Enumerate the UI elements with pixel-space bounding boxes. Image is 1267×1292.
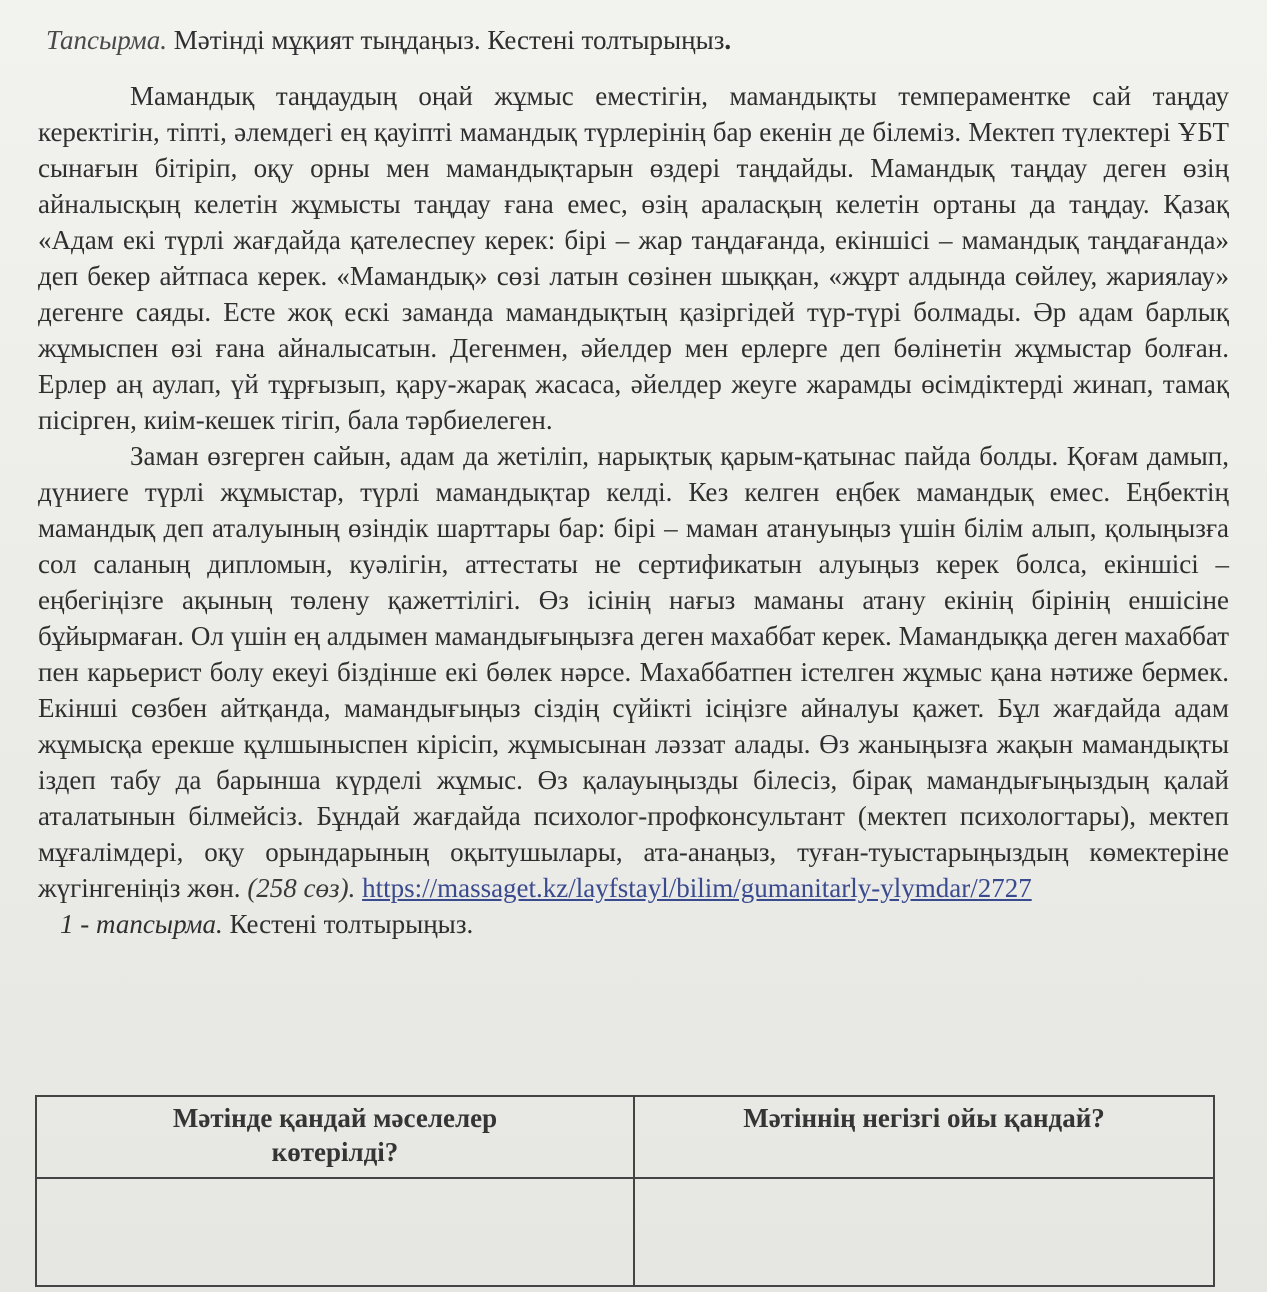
reading-text xyxy=(38,78,1229,906)
task-1-instruction: Кестені толтырыңыз. xyxy=(229,909,474,939)
task-1-label: 1 - тапсырма. xyxy=(60,909,223,939)
text-paragraph-1: Мамандық таңдаудың оңай жұмыс еместігін, мамандықты темпераментке сай таңдау керектігін, тіпті, әлемдегі ең қауіпті мамандық түрлерінің бар екенін де білеміз. Мектеп түлектері ҰБТ сынағын бітіріп, оқу орны мен мамандықтарын өздері таңдайды. Мамандық таңдау деген өзің айналысқың келетін жұмысты таңдау ғана емес, өзің араласқың келетін ортаны да таңдау. Қазақ «Адам екі түрлі жағдайда қателеспеу керек: бірі – жар таңдағанда, екіншісі – мамандық таңдағанда» деп бекер айтпаса керек. «Мамандық» сөзі латын сөзінен шыққан, «жұрт алдында сөйлеу, жариялау» дегенге саяды. Есте жоқ ескі заманда мамандықтың қазіргідей түр-түрі болмады. Әр адам барлық жұмыспен өзі ғана айналысатын. Дегенмен, әйелдер мен ерлерге деп бөлінетін жұмыстар болған. Ерлер аң аулап, үй тұрғызып, қару-жарақ жасаса, әйелдер жеуге жарамды өсімдіктерді жинап, тамақ пісірген, киім-кешек тігіп, бала тәрбиелеген. xyxy=(38,81,1229,435)
column-header-issues-text: Мәтінде қандай мәселелер көтерілді? xyxy=(172,1103,498,1167)
task-label: Тапсырма. xyxy=(46,25,167,55)
source-link[interactable]: https://massaget.kz/layfstayl/bilim/gumanitarly-ylymdar/2727 xyxy=(362,873,1032,903)
answer-cell-main-idea[interactable] xyxy=(634,1178,1214,1286)
text-paragraph-2 xyxy=(38,438,1229,906)
word-count: (258 сөз). xyxy=(247,873,356,903)
task-instruction: Мәтінді мұқият тыңдаңыз. Кестені толтырыңыз xyxy=(173,25,725,55)
answer-table xyxy=(35,1095,1215,1287)
table-header-row xyxy=(36,1096,1214,1178)
table-row xyxy=(36,1178,1214,1286)
column-header-main-idea-text: Мәтіннің негізгі ойы қандай? xyxy=(743,1103,1105,1133)
task-instruction-dot: . xyxy=(724,25,732,55)
text-paragraph-2-body: Заман өзгерген сайын, адам да жетіліп, нарықтық қарым-қатынас пайда болды. Қоғам дамып, дүниеге түрлі жұмыстар, түрлі мамандықтар келді. Кез келген еңбек мамандық емес. Еңбектің мамандық деп аталуының өзіндік шарттары бар: бірі – маман атануыңыз үшін білім алып, қолыңызға сол саланың дипломын, куәлігін, аттестаты не сертификатын алуыңыз керек болса, екіншісі – еңбегіңізге ақының төлену қажеттілігі. Өз ісінің нағыз маманы атану екінің бірінің еншісіне бұйырмаған. Ол үшін ең алдымен мамандығыңызға деген махаббат керек. Мамандыққа деген махаббат пен карьерист болу екеуі біздінше екі бөлек нәрсе. Махаббатпен істелген жұмыс қана нәтиже бермек. Екінші сөзбен айтқанда, мамандығыңыз сіздің сүйікті ісіңізге айналуы қажет. Бұл жағдайда адам жұмысқа ерекше құлшыныспен кірісіп, жұмысынан ләззат алады. Өз жаныңызға жақын мамандықты іздеп табу да барынша күрделі жұмыс. Өз қалауыңызды білесіз, бірақ мамандығыңыздың қалай аталатынын білмейсіз. Бұндай жағдайда психолог-профконсультант (мектеп психологтары), мектеп мұғалімдері, оқу орындарының оқытушылары, ата-анаңыз, туған-туыстарыңыздың көмектеріне жүгінгеніңіз жөн. xyxy=(38,441,1229,903)
task-header xyxy=(46,22,1229,58)
column-header-issues xyxy=(36,1096,634,1178)
column-header-main-idea xyxy=(634,1096,1214,1178)
answer-cell-issues[interactable] xyxy=(36,1178,634,1286)
task-1-header xyxy=(60,906,1229,942)
